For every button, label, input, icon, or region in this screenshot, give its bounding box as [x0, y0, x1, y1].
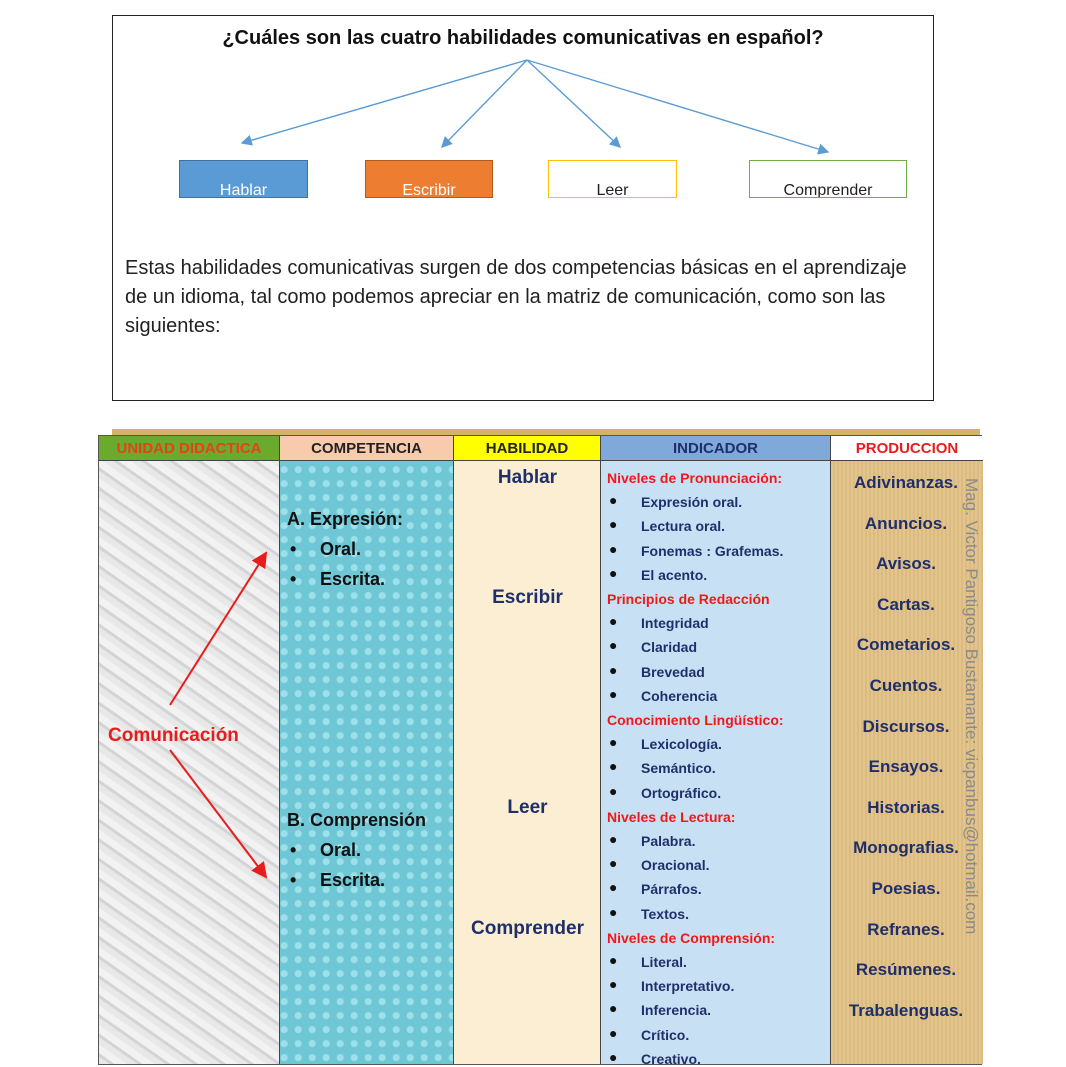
arrow-comprender	[527, 60, 828, 152]
competencia-a-oral: Oral.	[320, 539, 362, 559]
indicador-item: Lectura oral.	[641, 518, 726, 535]
col-competencia: COMPETENCIA A. Expresión: • Oral. • Escrita. B. Comprensión • Oral. • Escrita.	[280, 436, 454, 1064]
indicador-heading: Niveles de Lectura:	[607, 808, 736, 825]
produccion-item: Poesias.	[871, 879, 941, 898]
habilidad-comprender: Comprender	[471, 918, 584, 939]
habilidad-escribir: Escribir	[492, 587, 563, 608]
produccion-item: Monografias.	[853, 838, 959, 858]
indicador-item: Textos.	[641, 905, 689, 922]
intro-paragraph: Estas habilidades comunicativas surgen de dos competencias básicas en el aprendizaje de un idioma, tal como podemos apreciar en la matriz de comunicación, como son las siguientes:	[125, 257, 907, 337]
header-unidad: UNIDAD DIDACTICA	[99, 436, 279, 461]
communication-matrix	[98, 435, 982, 1065]
question-title: ¿Cuáles son las cuatro habilidades comunicativas en español?	[222, 27, 824, 49]
indicador-item: Coherencia	[641, 687, 718, 704]
produccion-item: Anuncios.	[864, 513, 948, 533]
bullet-icon: ●	[609, 831, 618, 847]
indicador-item: Oracional.	[641, 857, 710, 874]
arrow-hablar	[242, 60, 527, 143]
competencia-a-escrita: Escrita.	[320, 569, 386, 589]
bullet-icon: ●	[609, 492, 618, 509]
unidad-label: Comunicación	[108, 725, 239, 746]
skill-hablar: Hablar	[179, 160, 308, 198]
produccion-item: Cartas.	[877, 594, 935, 614]
indicador-heading: Principios de Redacción	[607, 591, 770, 607]
produccion-item: Avisos.	[876, 554, 936, 574]
indicador-item: Literal.	[641, 954, 687, 970]
indicador-heading: Niveles de Pronunciación:	[607, 470, 783, 486]
produccion-item: Discursos.	[862, 716, 950, 736]
bullet-icon: ●	[609, 855, 618, 872]
indicador-item: Claridad	[641, 639, 698, 656]
bullet-icon: ●	[609, 540, 618, 557]
produccion-item: Trabalenguas.	[848, 1000, 964, 1020]
indicador-item: Ortográfico.	[641, 784, 722, 801]
bullet-icon: ●	[609, 564, 618, 581]
bullet-icon: ●	[609, 903, 618, 920]
bullet-icon: ●	[609, 637, 618, 654]
indicador-item: Brevedad	[641, 663, 705, 680]
bullet-icon: ●	[609, 879, 618, 896]
watermark: Mag. Victor Pantigoso Bustamante: vicpanbus@hotmail.com	[962, 478, 981, 935]
header-competencia: COMPETENCIA	[280, 436, 453, 461]
arrow-leer	[527, 60, 620, 147]
col-produccion	[831, 436, 983, 1064]
habilidad-hablar: Hablar	[497, 467, 558, 488]
indicador-item: Expresión oral.	[641, 494, 743, 511]
header-produccion: PRODUCCION	[831, 436, 983, 461]
col-habilidad	[454, 436, 601, 1064]
indicador-item: Crítico.	[641, 1026, 690, 1043]
indicador-item: Interpretativo.	[641, 978, 735, 995]
competencia-b-oral: Oral.	[320, 840, 362, 860]
bullet-icon: ●	[609, 685, 618, 702]
indicador-heading: Conocimiento Lingüístico:	[607, 712, 784, 728]
skill-escribir: Escribir	[365, 160, 493, 198]
col-indicador	[601, 436, 831, 1067]
competencia-a: A. Expresión:	[287, 509, 404, 529]
header-habilidad: HABILIDAD	[454, 436, 600, 461]
indicador-item: Semántico.	[641, 760, 716, 777]
produccion-item: Cuentos.	[869, 676, 943, 695]
produccion-item: Historias.	[867, 797, 945, 817]
bullet-icon: ●	[609, 952, 618, 968]
indicador-item: Creativo.	[641, 1050, 701, 1067]
bullet-icon: ●	[609, 1000, 618, 1017]
bullet-icon: ●	[609, 516, 618, 533]
bullet-icon: ●	[609, 613, 618, 630]
indicador-item: Palabra.	[641, 833, 696, 849]
produccion-item: Refranes.	[867, 919, 945, 939]
habilidad-leer: Leer	[507, 797, 548, 818]
produccion-item: Ensayos.	[868, 757, 944, 777]
bullet-icon: ●	[609, 661, 618, 678]
indicador-item: Fonemas : Grafemas.	[641, 542, 784, 559]
competencia-b-escrita: Escrita.	[320, 870, 386, 890]
produccion-item: Adivinanzas.	[854, 473, 958, 492]
bullet-icon: ●	[609, 1048, 618, 1065]
bullet-icon: ●	[609, 734, 618, 751]
bullet-icon: ●	[609, 782, 618, 799]
produccion-item: Cometarios.	[856, 635, 956, 655]
indicador-item: Inferencia.	[641, 1002, 712, 1019]
header-indicador: INDICADOR	[601, 436, 830, 461]
bullet-icon: ●	[609, 1024, 618, 1041]
competencia-b: B. Comprensión	[287, 810, 427, 830]
skill-leer: Leer	[548, 160, 677, 198]
indicador-item: Lexicología.	[641, 736, 722, 753]
indicador-item: Integridad	[641, 615, 709, 632]
produccion-item: Resúmenes.	[855, 960, 957, 980]
indicador-item: El acento.	[641, 566, 708, 583]
bullet-icon: ●	[609, 758, 618, 775]
skill-comprender: Comprender	[749, 160, 907, 198]
indicador-item: Párrafos.	[641, 881, 702, 898]
bullet-icon: ●	[609, 976, 618, 993]
col-unidad	[99, 436, 280, 1064]
indicador-heading: Niveles de Comprensión:	[607, 929, 776, 946]
